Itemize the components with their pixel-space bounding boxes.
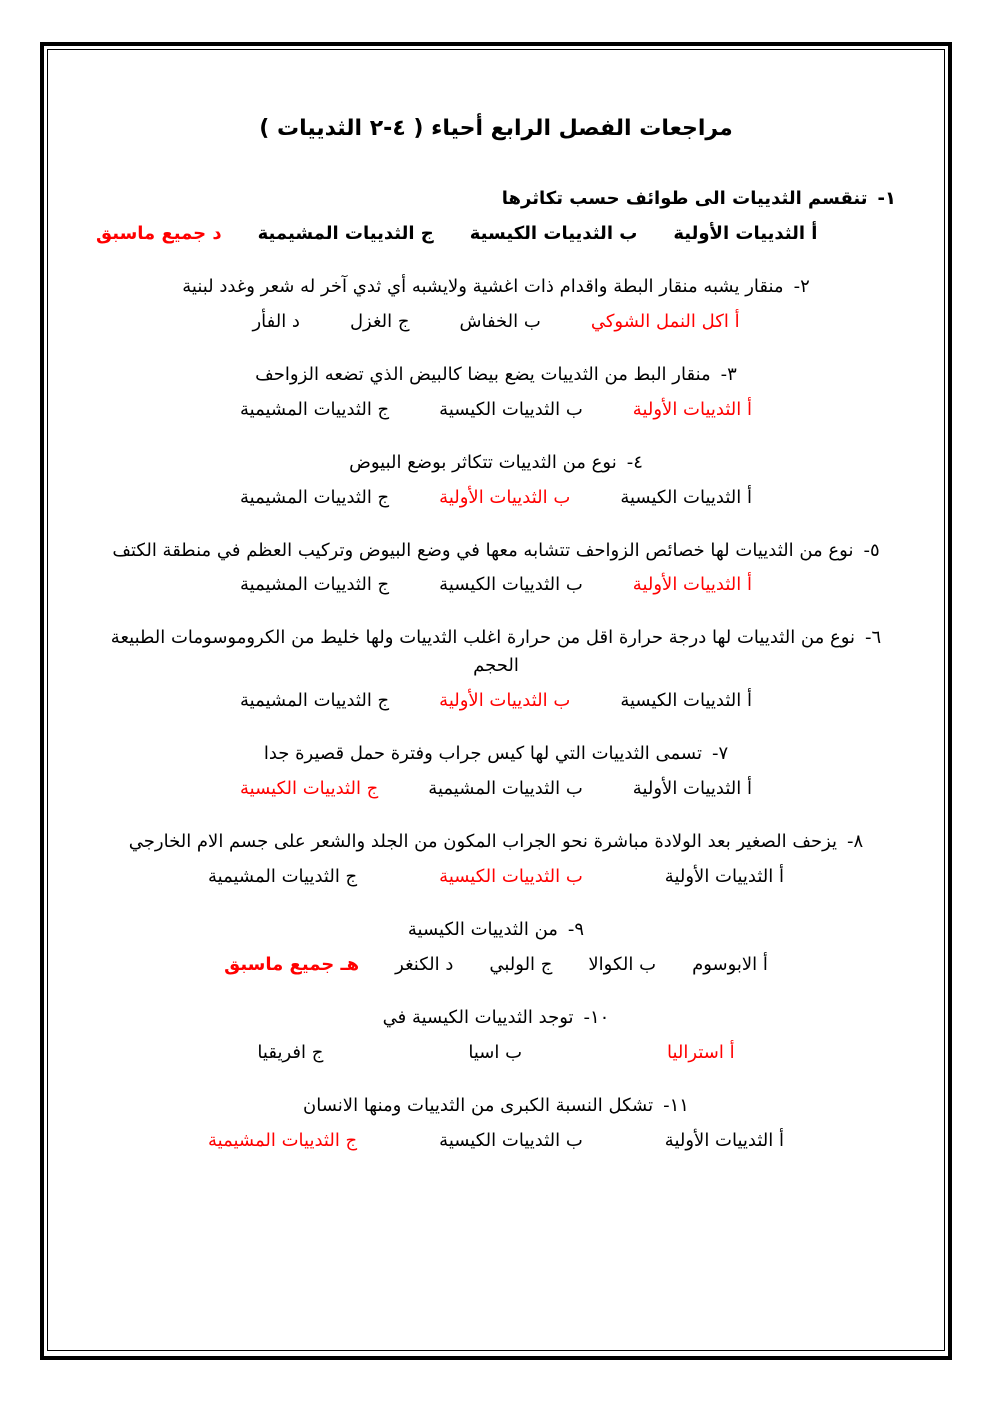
question-9 — [96, 916, 896, 978]
question-7-text — [96, 740, 896, 768]
q1-option-a: أ الثدييات الأولية — [673, 222, 818, 244]
q9-option-a: أ الابوسوم — [692, 953, 768, 975]
question-8-statement: يزحف الصغير بعد الولادة مباشرة نحو الجراب المكون من الجلد والشعر على جسم الام الخارجي — [128, 831, 838, 853]
q1-option-d: د جميع ماسبق — [96, 222, 222, 244]
q2-option-c: ج الغزل — [349, 310, 410, 332]
question-4-statement: نوع من الثدييات تتكاثر بوضع البيوض — [349, 451, 617, 473]
page-border-outer — [40, 42, 952, 1360]
q2-option-d: د الفأر — [252, 310, 300, 332]
q5-option-c: ج الثدييات المشيمية — [240, 574, 390, 596]
q11-option-a: أ الثدييات الأولية — [664, 1129, 785, 1151]
question-10-text — [96, 1004, 896, 1032]
q1-option-b: ب الثدييات الكيسية — [469, 222, 638, 244]
question-3-text — [96, 361, 896, 389]
question-2-options — [96, 308, 896, 335]
page-title: مراجعات الفصل الرابع أحياء ( ٤-٢ الثدييات ) — [259, 116, 733, 141]
q6-option-b: ب الثدييات الأولية — [439, 690, 571, 712]
q10-option-c: ج افريقيا — [257, 1041, 324, 1063]
question-10-options — [96, 1039, 896, 1066]
q3-option-c: ج الثدييات المشيمية — [240, 398, 390, 420]
question-11 — [96, 1092, 896, 1154]
question-2-statement: منقار يشبه منقار البطة واقدام ذات اغشية ولايشبه أي ثدي آخر له شعر وغدد لبنية — [182, 275, 784, 297]
q9-option-c: ج الولبي — [489, 953, 553, 975]
question-9-text — [96, 916, 896, 944]
question-8-text — [96, 828, 896, 856]
q4-option-c: ج الثدييات المشيمية — [240, 486, 390, 508]
question-5-statement: نوع من الثدييات لها خصائص الزواحف تتشابه معها في وضع البيوض وتركيب العظم في منطقة الكتف — [112, 539, 854, 561]
question-1-number: ١- — [877, 188, 896, 209]
question-3-options — [96, 396, 896, 423]
question-2 — [96, 273, 896, 335]
question-11-text — [96, 1092, 896, 1120]
question-6 — [96, 624, 896, 714]
question-11-number: ١١- — [663, 1094, 689, 1116]
question-4-number: ٤- — [626, 451, 643, 473]
q9-option-e: هـ جميع ماسبق — [224, 953, 360, 975]
question-4-options — [96, 484, 896, 511]
page-border-inner — [47, 49, 945, 1351]
q9-option-b: ب الكوالا — [588, 953, 657, 975]
question-2-number: ٢- — [793, 275, 810, 297]
q3-option-b: ب الثدييات الكيسية — [439, 398, 583, 420]
question-5 — [96, 537, 896, 599]
question-7-options — [96, 775, 896, 802]
q5-option-b: ب الثدييات الكيسية — [439, 574, 583, 596]
question-10 — [96, 1004, 896, 1066]
question-7 — [96, 740, 896, 802]
q4-option-a: أ الثدييات الكيسية — [620, 486, 753, 508]
question-11-statement: تشكل النسبة الكبرى من الثدييات ومنها الانسان — [303, 1094, 654, 1116]
q3-option-a: أ الثدييات الأولية — [632, 398, 753, 420]
q5-option-a: أ الثدييات الأولية — [632, 574, 753, 596]
question-6-number: ٦- — [865, 627, 882, 649]
q8-option-c: ج الثدييات المشيمية — [208, 866, 358, 888]
question-1 — [96, 185, 896, 247]
question-10-statement: توجد الثدييات الكيسية في — [382, 1006, 574, 1028]
question-8 — [96, 828, 896, 890]
question-8-options — [96, 863, 896, 890]
q2-option-b: ب الخفاش — [459, 310, 541, 332]
q11-option-c: ج الثدييات المشيمية — [208, 1129, 358, 1151]
question-9-number: ٩- — [567, 919, 585, 941]
question-3-number: ٣- — [720, 363, 737, 385]
question-1-text — [96, 185, 896, 213]
question-4 — [96, 449, 896, 511]
question-9-statement: من الثدييات الكيسية — [407, 919, 558, 941]
question-2-text — [96, 273, 896, 301]
q6-option-c: ج الثدييات المشيمية — [240, 690, 390, 712]
q10-option-b: ب اسيا — [468, 1041, 523, 1063]
question-1-options — [96, 220, 896, 247]
q7-option-a: أ الثدييات الأولية — [632, 778, 753, 800]
q1-option-c: ج الثدييات المشيمية — [257, 222, 434, 244]
question-10-number: ١٠- — [583, 1006, 610, 1028]
question-7-statement: تسمى الثدييات التي لها كيس جراب وفترة حمل قصيرة جدا — [263, 743, 702, 765]
q4-option-b: ب الثدييات الأولية — [439, 486, 571, 508]
question-1-statement: تنقسم الثدييات الى طوائف حسب تكاثرها — [501, 188, 868, 209]
question-5-number: ٥- — [863, 539, 880, 561]
q7-option-c: ج الثدييات الكيسية — [240, 778, 379, 800]
q8-option-a: أ الثدييات الأولية — [664, 866, 785, 888]
document-body — [96, 116, 896, 1154]
question-3 — [96, 361, 896, 423]
question-6-text — [96, 624, 896, 680]
question-5-options — [96, 571, 896, 598]
q2-option-a: أ اكل النمل الشوكي — [590, 310, 740, 332]
question-4-text — [96, 449, 896, 477]
question-7-number: ٧- — [712, 743, 729, 765]
q11-option-b: ب الثدييات الكيسية — [439, 1129, 583, 1151]
q9-option-d: د الكنغر — [395, 953, 454, 975]
q10-option-a: أ استراليا — [667, 1041, 735, 1063]
question-3-statement: منقار البط من الثدييات يضع بيضا كالبيض الذي تضعه الزواحف — [255, 363, 711, 385]
question-8-number: ٨- — [847, 831, 864, 853]
q7-option-b: ب الثدييات المشيمية — [428, 778, 583, 800]
question-11-options — [96, 1127, 896, 1154]
question-6-options — [96, 687, 896, 714]
question-6-statement: نوع من الثدييات لها درجة حرارة اقل من حرارة اغلب الثدييات ولها خليط من الكروموسومات الطبيعة الحجم — [110, 627, 856, 677]
q8-option-b: ب الثدييات الكيسية — [439, 866, 583, 888]
question-5-text — [96, 537, 896, 565]
question-9-options — [96, 951, 896, 978]
q6-option-a: أ الثدييات الكيسية — [620, 690, 753, 712]
